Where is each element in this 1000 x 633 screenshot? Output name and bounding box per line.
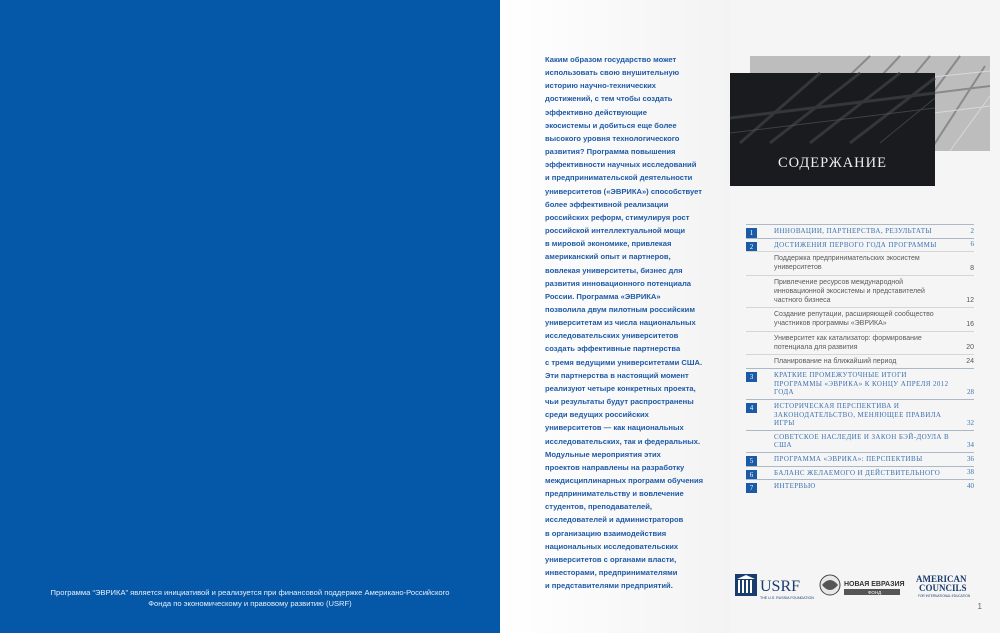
- intro-line: университетов с органами власти,: [545, 554, 677, 564]
- toc-page-number: 24: [966, 358, 974, 366]
- toc-label: Привлечение ресурсов международной инновационной экосистемы и представителей частного бизнеса: [774, 278, 925, 304]
- toc-label: Университет как катализатор: формирование потенциала для развития: [774, 334, 922, 351]
- toc-page-number: 32: [967, 418, 974, 427]
- page-number: 1: [977, 602, 982, 611]
- intro-line: чьи результаты будут распространены: [545, 397, 694, 407]
- toc-label: ИСТОРИЧЕСКАЯ ПЕРСПЕКТИВА И ЗАКОНОДАТЕЛЬСТВО, МЕНЯЮЩЕЕ ПРАВИЛА ИГРЫ: [774, 402, 942, 428]
- svg-text:AMERICAN: AMERICAN: [916, 574, 967, 584]
- toc-chapter[interactable]: [746, 368, 974, 399]
- svg-text:ФОНД: ФОНД: [868, 590, 882, 595]
- intro-line: позволила двум пилотным российским: [545, 304, 695, 314]
- chapter-number: 4: [746, 403, 757, 413]
- intro-line: Эти партнерства в настоящий момент: [545, 370, 689, 380]
- toc-chapter[interactable]: [746, 399, 974, 430]
- intro-line: и предпринимательской деятельности: [545, 173, 693, 183]
- intro-line: российской интеллектуальной мощи: [545, 226, 686, 236]
- intro-line: реализуют четыре конкретных проекта,: [545, 383, 696, 393]
- new-eurasia-logo: [818, 572, 908, 602]
- intro-line: университетов — как национальных: [545, 423, 684, 433]
- svg-text:COUNCILS: COUNCILS: [919, 583, 967, 593]
- toc-chapter[interactable]: [746, 238, 974, 252]
- toc-title-box: [730, 73, 935, 186]
- intro-line: создать эффективные партнерства: [545, 344, 681, 354]
- intro-line: вовлекая университеты, бизнес для: [545, 265, 683, 275]
- american-councils-logo: [916, 572, 986, 602]
- intro-line: с тремя ведущими университетами США.: [545, 357, 703, 367]
- table-of-contents: [746, 224, 974, 493]
- logos-bar: [730, 572, 1000, 602]
- chapter-number: 2: [746, 242, 757, 252]
- intro-line: высокого уровня технологического: [545, 133, 680, 143]
- toc-label: Поддержка предпринимательских экосистем университетов: [774, 255, 920, 272]
- toc-label: Создание репутации, расширяющей сообщество участников программы «ЭВРИКА»: [774, 311, 934, 328]
- toc-page-number: 38: [967, 468, 974, 477]
- intro-line: и представителями предприятий.: [545, 581, 673, 591]
- toc-chapter[interactable]: [746, 479, 974, 493]
- toc-label: ИННОВАЦИИ, ПАРТНЕРСТВА, РЕЗУЛЬТАТЫ: [774, 227, 932, 235]
- intro-line: университетов («ЭВРИКА») способствует: [545, 186, 703, 196]
- toc-section[interactable]: [746, 251, 974, 274]
- svg-text:FOR INTERNATIONAL EDUCATION: FOR INTERNATIONAL EDUCATION: [918, 594, 971, 598]
- toc-label: СОВЕТСКОЕ НАСЛЕДИЕ И ЗАКОН БЭЙ-ДОУЛА В США: [774, 432, 950, 450]
- toc-page-number: 16: [966, 320, 974, 328]
- toc-page-number: 36: [967, 454, 974, 463]
- intro-line: развития инновационного потенциала: [545, 278, 692, 288]
- toc-chapter[interactable]: [746, 452, 974, 466]
- toc-page-number: 28: [967, 388, 974, 396]
- toc-page-number: 20: [966, 344, 974, 352]
- intro-line: эффективно действующие: [545, 107, 647, 117]
- intro-panel: [500, 0, 730, 633]
- svg-text:USRF: USRF: [760, 578, 801, 595]
- chapter-number: 7: [746, 483, 757, 493]
- usrf-logo: [735, 572, 814, 602]
- intro-line: России. Программа «ЭВРИКА»: [545, 291, 661, 301]
- intro-line: предпринимательству и вовлечение: [545, 489, 684, 499]
- svg-text:НОВАЯ ЕВРАЗИЯ: НОВАЯ ЕВРАЗИЯ: [844, 581, 905, 588]
- toc-page-number: 34: [967, 440, 974, 449]
- intro-line: американский опыт и партнеров,: [545, 252, 671, 262]
- toc-page-number: 2: [970, 226, 974, 235]
- intro-line: исследовательских университетов: [545, 331, 679, 341]
- intro-line: университетам из числа национальных: [545, 318, 696, 328]
- toc-label: ДОСТИЖЕНИЯ ПЕРВОГО ГОДА ПРОГРАММЫ: [774, 240, 937, 249]
- toc-label: КРАТКИЕ ПРОМЕЖУТОЧНЫЕ ИТОГИ ПРОГРАММЫ «ЭВРИКА» К КОНЦУ АПРЕЛЯ 2012 ГОДА: [774, 371, 949, 397]
- intro-line: междисциплинарных программ обучения: [545, 476, 704, 485]
- intro-line: экосистемы и добиться еще более: [545, 120, 677, 130]
- intro-line: среди ведущих российских: [545, 410, 649, 420]
- chapter-number: 3: [746, 372, 757, 382]
- toc-chapter[interactable]: [746, 430, 974, 452]
- intro-line: национальных исследовательских: [545, 541, 679, 551]
- toc-section[interactable]: [746, 307, 974, 330]
- intro-line: российских реформ, стимулируя рост: [545, 212, 690, 222]
- intro-line: развития? Программа повышения: [545, 147, 676, 157]
- intro-line: эффективности научных исследований: [545, 160, 697, 170]
- toc-chapter[interactable]: [746, 224, 974, 238]
- intro-line: достижений, с тем чтобы создать: [545, 94, 673, 104]
- toc-label: ПРОГРАММА «ЭВРИКА»: ПЕРСПЕКТИВЫ: [774, 454, 923, 463]
- toc-section[interactable]: [746, 354, 974, 368]
- toc-label: Планирование на ближайший период: [774, 358, 897, 366]
- chapter-number: 5: [746, 456, 757, 466]
- intro-line: в мировой экономике, привлекая: [545, 239, 672, 249]
- toc-chapter[interactable]: [746, 466, 974, 480]
- intro-line: инвесторами, предпринимателями: [545, 568, 678, 578]
- funding-note: Программа “ЭВРИКА” является инициативой и реализуется при финансовой поддержке Американо-Российского Фонда по экономическому и правовому развитию (USRF): [50, 588, 450, 608]
- chapter-number: 1: [746, 228, 757, 238]
- toc-panel: [730, 0, 1000, 633]
- toc-label: ИНТЕРВЬЮ: [774, 482, 816, 491]
- intro-line: Модульные мероприятия этих: [545, 449, 661, 459]
- toc-title: СОДЕРЖАНИЕ: [778, 155, 887, 171]
- toc-label: БАЛАНС ЖЕЛАЕМОГО И ДЕЙСТВИТЕЛЬНОГО: [774, 468, 941, 477]
- intro-line: студентов, преподавателей,: [545, 502, 653, 512]
- intro-line: более эффективной реализации: [545, 199, 669, 209]
- intro-text: [545, 53, 725, 592]
- toc-section[interactable]: [746, 331, 974, 354]
- toc-page-number: 8: [970, 264, 974, 272]
- intro-line: исследователей и администраторов: [545, 515, 684, 525]
- intro-line: использовать свою внушительную: [545, 68, 680, 78]
- intro-line: историю научно-технических: [545, 81, 657, 91]
- svg-text:THE U.S. RUSSIA FOUNDATION: THE U.S. RUSSIA FOUNDATION: [760, 596, 814, 600]
- intro-line: Каким образом государство может: [545, 55, 677, 64]
- toc-page-number: 12: [966, 297, 974, 305]
- intro-line: проектов направлены на разработку: [545, 462, 685, 472]
- intro-line: в организацию взаимодействия: [545, 528, 667, 538]
- toc-page-number: 6: [970, 240, 974, 249]
- intro-line: исследовательских, так и федеральных.: [545, 436, 701, 446]
- chapter-number: 6: [746, 470, 757, 480]
- toc-page-number: 40: [967, 481, 974, 490]
- toc-section[interactable]: [746, 275, 974, 308]
